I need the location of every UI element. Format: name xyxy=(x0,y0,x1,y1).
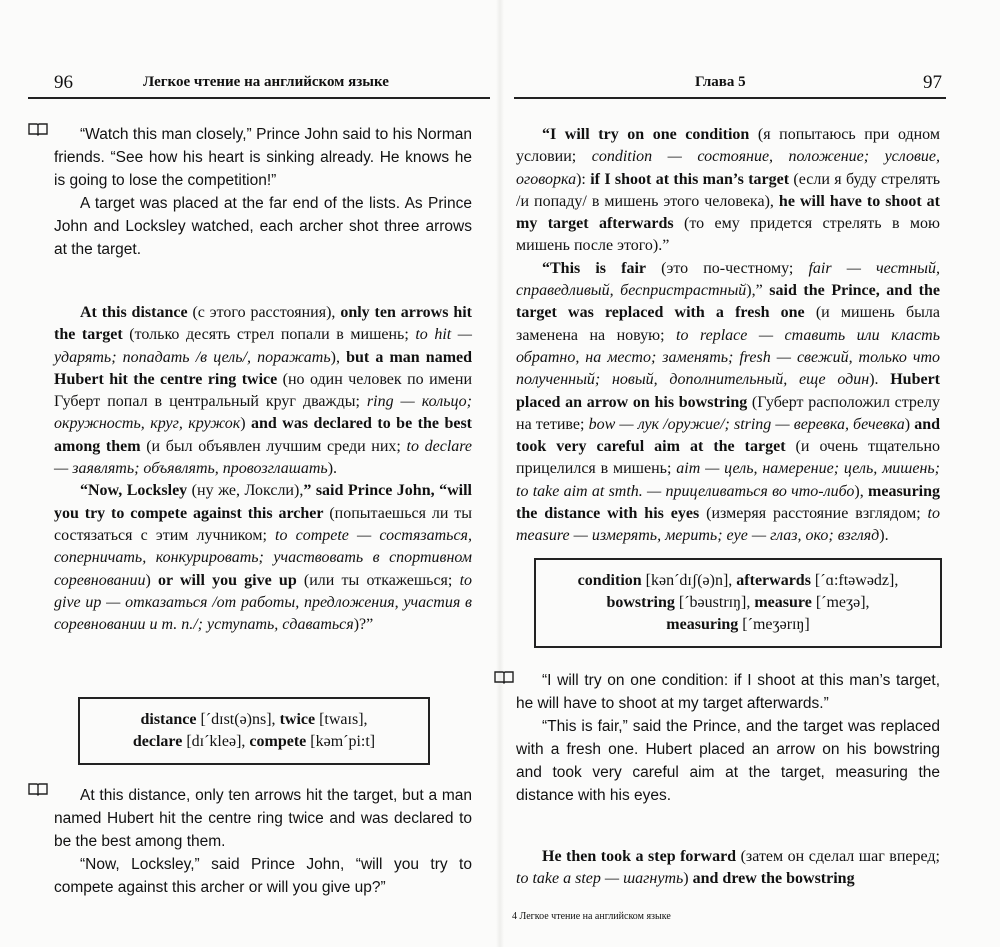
paragraph: At this distance (с этого расстояния), only ten arrows hit the target (только десять стрел попали в мишень; to hit — ударять; попадать /в цель/, поражать), but a man named Hubert hit the centre ring twice (но один человек по имени Губерт попал в центральный круг дважды; ring — кольцо; окружность, круг, кружок) and was declared to be the best among them (и был объявлен лучшим среди них; to declare — заявлять; объявлять, провозглашать). xyxy=(54,304,473,478)
english-text-2 xyxy=(54,784,472,899)
paragraph: A target was placed at the far end of the lists. As Prince John and Locksley watched, each archer shot three arrows at the target. xyxy=(54,195,472,258)
paragraph: “Now, Locksley (ну же, Локсли),” said Prince John, “will you try to compete against this archer (попытаешься ли ты состязаться с этим лучником; to compete — состязаться, соперничать, конкурировать; участвовать в спортивном соревновании) or will you give up (или ты откажешься; to give up — отказаться /от работы, предложения, участия в соревновании и т. п./; уступать, сдаваться)?” xyxy=(54,482,473,634)
right-page-number: 97 xyxy=(923,72,942,93)
paragraph: He then took a step forward (затем он сделал шаг вперед; to take a step — шагнуть) and drew the bowstring xyxy=(516,848,940,888)
bilingual-text-3 xyxy=(516,846,940,891)
paragraph: “I will try on one condition (я попытаюсь при одном условии; condition — состояние, положение; условие, оговорка): if I shoot at this man’s target (если я буду стрелять /и попаду/ в мишень этого человека), he will have to shoot at my target afterwards (то ему придется стрелять в мою мишень после этого).” xyxy=(516,126,941,255)
paragraph: “I will try on one condition: if I shoot at this man’s target, he will have to shoot at my target afterwards.” xyxy=(516,672,940,712)
open-book-icon xyxy=(28,782,48,796)
paragraph: “This is fair (это по-честному; fair — честный, справедливый, беспристрастный),” said the Prince, and the target was replaced with a fresh one (и мишень была заменена на новую; to replace — ставить или класть обратно, на место; заменять; fresh — свежий, только что полученный; новый, дополнительный, еще один). Hubert placed an arrow on his bowstring (Губерт расположил стрелу на тетиве; bow — лук /оружие/; string — веревка, бечевка) and took very careful aim at the target (и очень тщательно прицелился в мишень; aim — цель, намерение; цель, мишень; to take aim at smth. — прицеливаться во что-либо), measuring the distance with his eyes (измеряя расстояние взглядом; to measure — измерять, мерить; eye — глаз, око; взгляд). xyxy=(516,259,941,545)
right-page xyxy=(500,0,1000,947)
paragraph: At this distance, only ten arrows hit the target, but a man named Hubert hit the centre ring twice and was declared to be the best among them. xyxy=(54,787,472,850)
paragraph: “This is fair,” said the Prince, and the target was replaced with a fresh one. Hubert placed an arrow on his bowstring and took very careful aim at the target, measuring the distance with his eyes. xyxy=(516,718,940,804)
gloss-line: declare [dɪ´kleə], compete [kəm´pi:t] xyxy=(132,733,376,750)
bilingual-text-1 xyxy=(54,302,472,636)
gloss-line: measuring [´meʒərɪŋ] xyxy=(666,616,810,633)
pronunciation-box xyxy=(534,558,942,648)
open-book-icon xyxy=(28,122,48,136)
left-header-rule xyxy=(28,97,490,99)
paragraph: “Now, Locksley,” said Prince John, “will you try to compete against this archer or will you give up?” xyxy=(54,856,472,896)
gloss-line: bowstring [´bəustrɪŋ], measure [´meʒə], xyxy=(606,594,870,611)
left-page-number: 96 xyxy=(54,72,73,93)
paragraph: “Watch this man closely,” Prince John said to his Norman friends. “See how his heart is sinking already. He knows he is going to lose the competition!” xyxy=(54,126,472,189)
english-text-3 xyxy=(516,669,940,807)
bilingual-text-2 xyxy=(516,124,940,548)
right-header-rule xyxy=(514,97,946,99)
gloss-line: distance [´dɪst(ə)ns], twice [twaɪs], xyxy=(140,711,368,728)
pronunciation-box xyxy=(78,697,430,765)
footer-signature: 4 Легкое чтение на английском языке xyxy=(512,911,671,922)
gloss-line: condition [kən´dɪʃ(ə)n], afterwards [´ɑ:ftəwədz], xyxy=(577,572,899,589)
open-book-icon xyxy=(494,670,514,684)
right-running-head: Глава 5 xyxy=(695,74,746,90)
english-text-1 xyxy=(54,123,472,261)
left-running-head: Легкое чтение на английском языке xyxy=(143,74,389,90)
